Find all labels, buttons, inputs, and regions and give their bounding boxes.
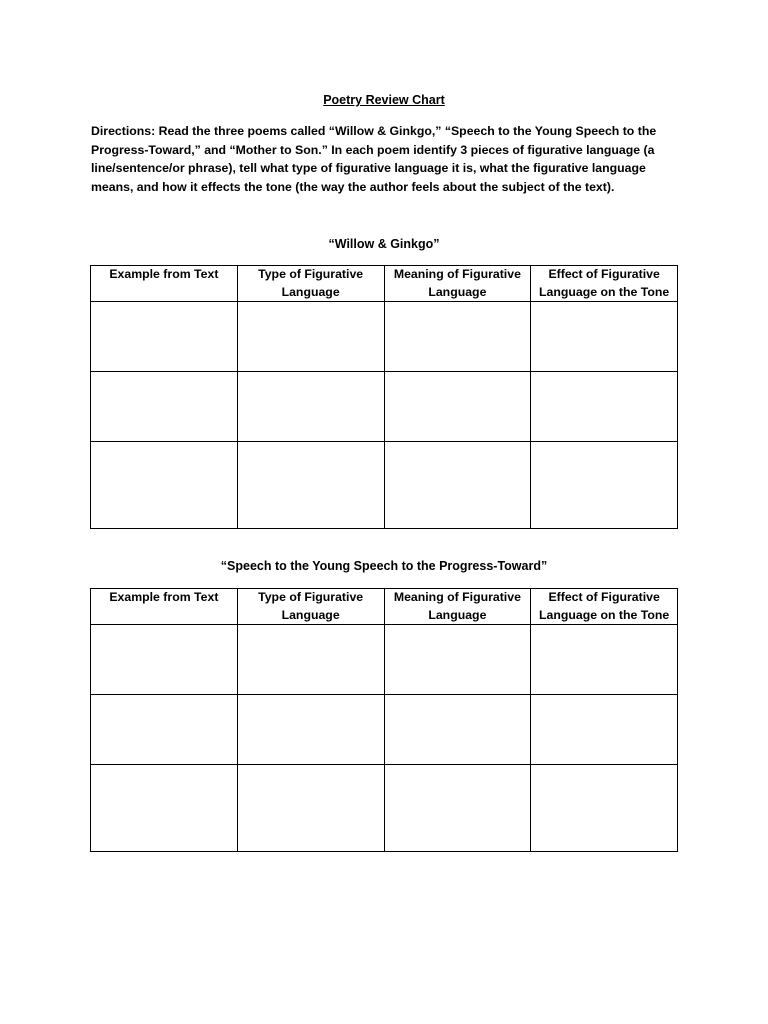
table-cell[interactable] bbox=[384, 442, 531, 529]
table-cell[interactable] bbox=[237, 765, 384, 852]
table-cell[interactable] bbox=[384, 765, 531, 852]
table-header-row bbox=[91, 589, 678, 625]
column-header-effect: Effect of Figurative Language on the Tone bbox=[531, 266, 678, 302]
table-cell[interactable] bbox=[237, 302, 384, 372]
table-header-row bbox=[91, 266, 678, 302]
table-cell[interactable] bbox=[531, 372, 678, 442]
table-cell[interactable] bbox=[384, 302, 531, 372]
table-row bbox=[91, 625, 678, 695]
table-cell[interactable] bbox=[531, 442, 678, 529]
table-cell[interactable] bbox=[91, 442, 238, 529]
table-cell[interactable] bbox=[531, 695, 678, 765]
table-cell[interactable] bbox=[91, 372, 238, 442]
table-cell[interactable] bbox=[237, 625, 384, 695]
table-cell[interactable] bbox=[384, 625, 531, 695]
table-cell[interactable] bbox=[531, 302, 678, 372]
column-header-example: Example from Text bbox=[91, 589, 238, 625]
table-cell[interactable] bbox=[531, 765, 678, 852]
table-cell[interactable] bbox=[91, 695, 238, 765]
column-header-effect: Effect of Figurative Language on the Tone bbox=[531, 589, 678, 625]
column-header-type: Type of Figurative Language bbox=[237, 266, 384, 302]
chart-table-willow-ginkgo bbox=[90, 265, 678, 529]
table-row bbox=[91, 765, 678, 852]
table-cell[interactable] bbox=[237, 372, 384, 442]
table-cell[interactable] bbox=[237, 442, 384, 529]
table-row bbox=[91, 302, 678, 372]
table-cell[interactable] bbox=[91, 625, 238, 695]
table-cell[interactable] bbox=[91, 765, 238, 852]
column-header-example: Example from Text bbox=[91, 266, 238, 302]
table-cell[interactable] bbox=[237, 695, 384, 765]
section-heading-willow-ginkgo: “Willow & Ginkgo” bbox=[328, 237, 440, 251]
table-row bbox=[91, 695, 678, 765]
table-cell[interactable] bbox=[91, 302, 238, 372]
chart-table-speech-to-the-young bbox=[90, 588, 678, 852]
column-header-meaning: Meaning of Figurative Language bbox=[384, 589, 531, 625]
section-heading-speech-to-the-young: “Speech to the Young Speech to the Progress-Toward” bbox=[220, 559, 548, 573]
table-cell[interactable] bbox=[531, 625, 678, 695]
table-row bbox=[91, 372, 678, 442]
table-cell[interactable] bbox=[384, 695, 531, 765]
table-cell[interactable] bbox=[384, 372, 531, 442]
table-row bbox=[91, 442, 678, 529]
directions-text: Directions: Read the three poems called “Willow & Ginkgo,” “Speech to the Young Speech to the Progress-Toward,” and “Mother to Son.” In each poem identify 3 pieces of figurative language (a line/sentence/or phrase), tell what type of figurative language it is, what the figurative language means, and how it effects the tone (the way the author feels about the subject of the text). bbox=[91, 124, 657, 194]
column-header-type: Type of Figurative Language bbox=[237, 589, 384, 625]
column-header-meaning: Meaning of Figurative Language bbox=[384, 266, 531, 302]
page-title: Poetry Review Chart bbox=[323, 93, 445, 107]
